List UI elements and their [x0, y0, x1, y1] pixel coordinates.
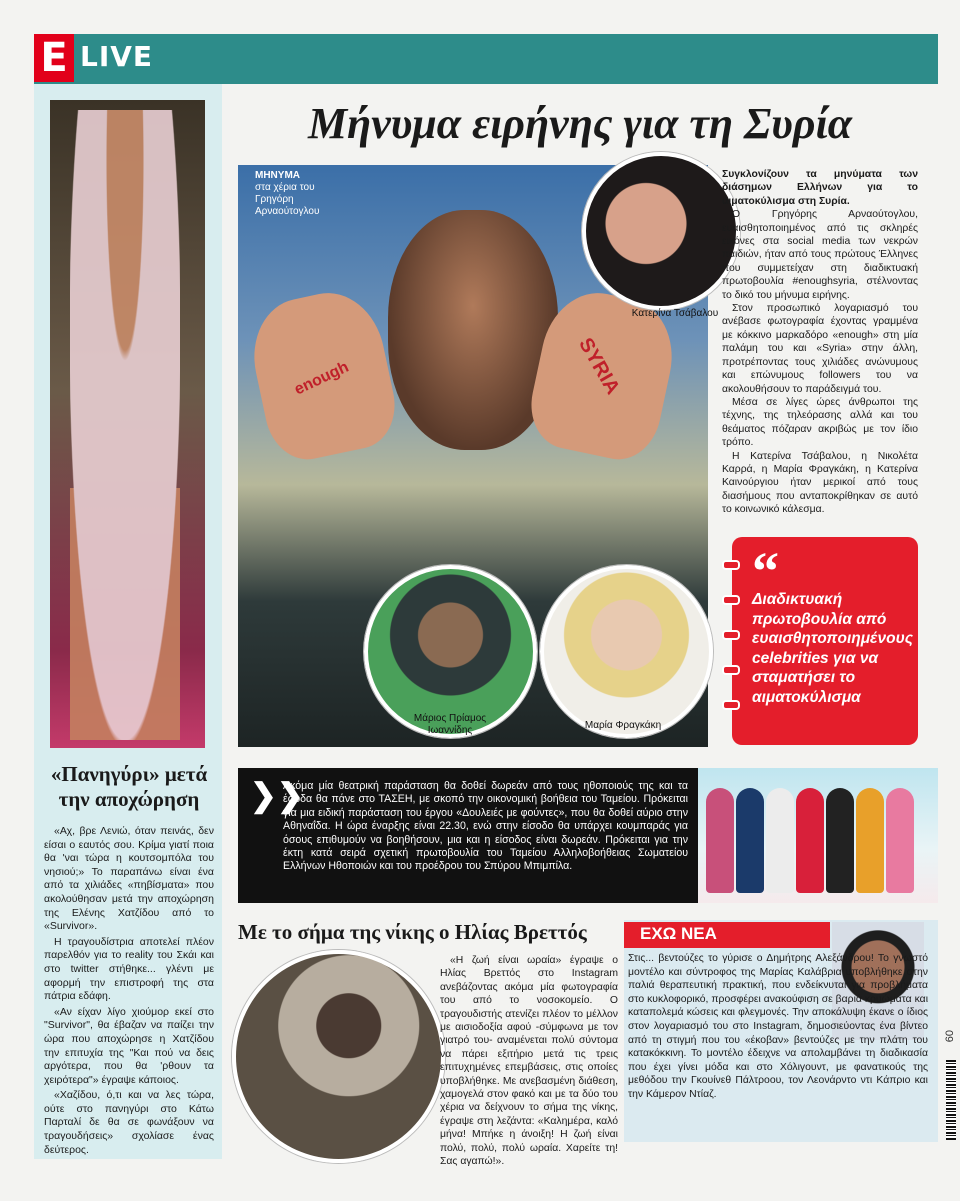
cast-photo — [698, 768, 938, 903]
article-lead: Συγκλονίζουν τα μηνύματα των διάσημων Ελλήνων για το αιματοκύλισμα στη Συρία. — [722, 169, 918, 207]
barcode — [946, 1060, 956, 1140]
article-paragraph: Η Κατερίνα Τσάβαλου, η Νικολέτα Καρρά, η Μαρία Φραγκάκη, η Κατερίνα Καινούργιου ήταν μερικοί από τους διασήμους που ανταποκρίθηκαν σε αυτό το κοινωνικό κάλεσμα. — [722, 450, 918, 516]
left-paragraph: Η τραγουδίστρια αποτελεί πλέον παρελθόν για το reality του Σκάι και στο twitter στήθηκε... γλέντι με αφορμή την επιστροφή της στα πάτρια εδάφη. — [44, 935, 214, 1003]
hand-word-right: SYRIA — [574, 334, 624, 399]
page-title: Μήνυμα ειρήνης για τη Συρία — [307, 99, 853, 148]
quote-mark-icon: “ — [752, 541, 779, 601]
article-paragraph: Στον προσωπικό λογαριασμό του ανέβασε φωτογραφία έχοντας γραμμένα με κόκκινο μαρκαδόρο «enough» στη μία παλάμη του και «Syria» στην άλλη, προτρέποντας τους χιλιάδες ανώνυμους και επώνυμους followers του να ακολουθήσουν το παράδειγμά του. — [722, 303, 918, 395]
exo-nea-label: ΕΧΩ ΝΕΑ — [640, 924, 717, 943]
circle-label-tsavalou: Κατερίνα Τσάβαλου — [631, 308, 719, 319]
double-chevron-icon: ❯❯ — [250, 777, 304, 813]
vretos-heading: Με το σήμα της νίκης ο Ηλίας Βρεττός — [238, 920, 587, 944]
theater-text: Ακόμα μία θεατρική παράσταση θα δοθεί δωρεάν από τους ηθοποιούς της και τα έσοδα θα πάνε στο ΤΑΣΕΗ, με σκοπό την οικονομική βοήθεια του Ταμείου. Πρόκειται για μια ειδική παράσταση του έργου «Δουλειές με φούντες», που θα δοθεί αύριο στην Αθηναΐδα. Η ώρα έναρξης είναι 22.30, ενώ στην είσοδο θα υπάρχει κουμπαράς για όσους επιθυμούν να βοηθήσουν, μια και η είσοδος είναι δωρεάν. Πρόκειται για την έκτη κατά σειρά σχετική πρωτοβουλία του Ταμείου Αλληλοβοήθειας Σωματείου Ελλήνων Ηθοποιών και του προέδρου του Σπύρου Μπιμπίλα. — [283, 780, 688, 873]
page-number: 60 — [944, 1030, 956, 1043]
vretos-article — [440, 954, 618, 1169]
left-photo — [50, 100, 205, 748]
vretos-paragraph: «Η ζωή είναι ωραία» έγραψε ο Ηλίας Βρεττός στο Instagram ανεβάζοντας ακόμα μία φωτογραφία του από το νοσοκομείο. Ο τραγουδιστής ατενίζει πλέον το μέλλον με αισιοδοξία αφού -σύμφωνα με τον γιατρό του- αναμένεται πολύ σύντομα να πάρει εξιτήριο μετά τις τρεις επιτυχημένες επεμβάσεις, στις οποίες υποβλήθηκε. Με ανεβασμένη διάθεση, χαμογελά στον φακό και με τα δύο του χέρια να δείχνουν το σήμα της νίκης, έγραψε στη λεζάντα: «Καλημέρα, καλό μήνα! Μπήκε η άνοιξη! Η ζωή είναι πολύ, πολύ, πολύ ωραία. Χαρείτε τη! Σας αγαπώ!». — [440, 955, 618, 1168]
circle-label-fragaki: Μαρία Φραγκάκη — [584, 720, 662, 731]
photo-circle-fragaki — [540, 565, 713, 738]
section-label: LIVE — [80, 40, 154, 73]
photo-caption: ΜΗΝΥΜΑ στα χέρια του Γρηγόρη Αρναούτογλου — [255, 170, 320, 217]
left-paragraph: «Χαζίδου, ό,τι και να λες τώρα, ούτε στο πανηγύρι στο Κάτω Παρταλί δε θα σε φωνάξουν να τραγουδήσεις» σχολίασε ένας δεύτερος. — [44, 1089, 214, 1156]
hand-word-left: enough — [291, 358, 352, 399]
article-paragraph: Ο Γρηγόρης Αρναούτογλου, ευαισθητοποιημένος από τις σκληρές εικόνες στα social media των νεκρών παιδιών, ήταν από τους πρώτους Έλληνες που συμμετείχαν στη διαδικτυακή πρωτοβουλία #enoughsyria, στέλνοντας το δικό του μήνυμα ειρήνης. — [722, 209, 918, 301]
left-article — [44, 825, 214, 1159]
magazine-logo: E — [34, 34, 74, 82]
left-paragraph: «Αν είχαν λίγο χιούμορ εκεί στο "Survivor", θα έβαζαν να παίζει την ώρα που αποχώρησε η Χατζίδου την επιτυχία της "Και πού να δεις αργότερα, που θα 'ρθουν τα χειρότερα"» έγραψε κάποιος. — [44, 1005, 214, 1086]
left-paragraph: «Αχ, βρε Λενιώ, όταν πεινάς, δεν είσαι ο εαυτός σου. Κρίμα γιατί ποια θα 'ναι τώρα η κουτσομπόλα του νησιού;» Το παραπάνω είναι ένα από τα χιλιάδες «πηβίσματα» που ακολούθησαν μετά την αποχώρηση της Ελένης Χατζίδου από το «Survivor». — [44, 825, 214, 933]
main-article — [722, 168, 918, 517]
photo-circle-tsavalou — [582, 152, 740, 310]
exo-nea-text: Στις... βεντούζες το γύρισε ο Δημήτρης Αλεξάνδρου! Το γνωστό μοντέλο και σύντροφος της Μαρίας Καλάβρια υποβλήθηκε στην παλιά θεραπευτική πρακτική, που ενδείκνυται για προβλήματα στο κυκλοφορικό, προσφέρει ανακούφιση σε βαριά κρυώματα και καταπολεμά κώσεις και φλεγμονές. Την αποκάλυψη έκανε ο ίδιος στον λογαριασμό του στο Instagram, δημοσιεύοντας ένα βίντεο από τη στιγμή που του «έκοβαν» βεντούζες με την πλάτη του κατακόκκινη. Το μοντέλο έδειχνε να απολαμβάνει τη διαδικασία που έχει γίνει μόδα και στο Χόλιγουντ, με φανατικούς της μεθόδου την Γκουίνεθ Πάλτροου, τον Λεονάρντο ντι Κάπριο και την Κάμερον Ντίαζ. — [628, 953, 928, 1100]
pull-quote-text: Διαδικτυακή πρωτοβουλία από ευαισθητοποιημένους celebrities για να σταματήσει το αιματοκύλισμα — [752, 591, 913, 706]
circle-label-priamos: Μάριος Πρίαμος Ιωαννίδης — [413, 713, 487, 736]
article-paragraph: Μέσα σε λίγες ώρες άνθρωποι της τέχνης, της τηλεόρασης αλλά και του θεάματος πόζαραν ακριβώς με τον ίδιο τρόπο. — [722, 396, 918, 449]
left-heading: «Πανηγύρι» μετά την αποχώρηση — [50, 762, 208, 811]
header-bar — [34, 34, 938, 84]
vretos-photo — [232, 950, 445, 1163]
